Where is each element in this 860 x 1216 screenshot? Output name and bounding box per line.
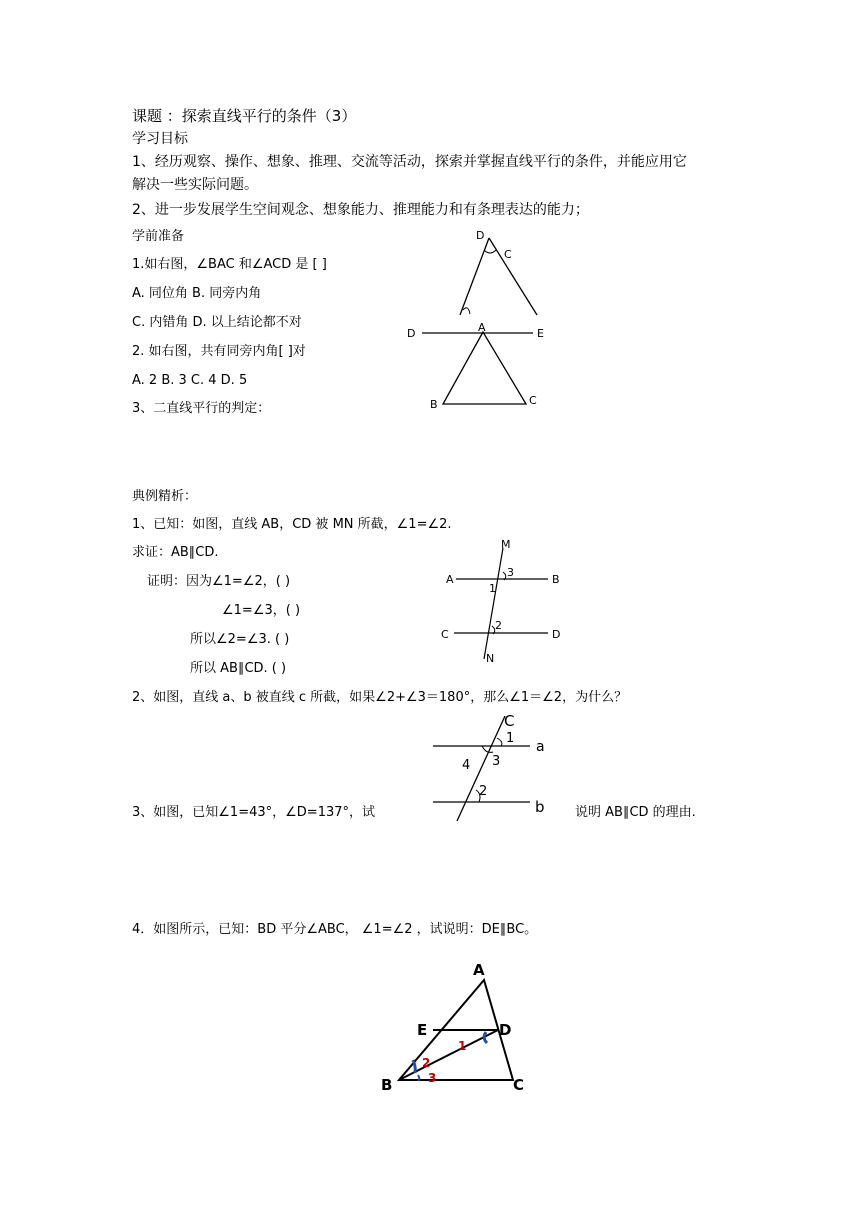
prep-q1: 1.如右图，∠BAC 和∠ACD 是 [ ] bbox=[132, 257, 327, 272]
fig4-label-B: B bbox=[381, 1076, 393, 1094]
goal-1b: 解决一些实际问题。 bbox=[132, 177, 258, 193]
fig4-label-A: A bbox=[473, 961, 485, 979]
example-4: 4．如图所示，已知：BD 平分∠ABC， ∠1=∠2 ，试说明：DE∥BC。 bbox=[132, 922, 538, 937]
examples-heading: 典例精析： bbox=[132, 489, 198, 504]
fig2-label-D: D bbox=[552, 628, 561, 641]
prep-q1-options-ab: A. 同位角 B. 同旁内角 bbox=[132, 286, 262, 301]
example-2: 2、如图，直线 a、b 被直线 c 所截，如果∠2+∠3＝180°，那么∠1＝∠2，为什么？ bbox=[132, 690, 628, 705]
fig1-label-A: A bbox=[478, 321, 486, 334]
fig2-angle-3: 3 bbox=[507, 566, 514, 579]
fig1-label-D: D bbox=[407, 327, 416, 340]
fig3-angle-3: 3 bbox=[492, 754, 501, 769]
figure-3-lines-ab bbox=[430, 708, 560, 828]
example-1-proof-4: 所以 AB∥CD. ( ) bbox=[190, 661, 287, 676]
fig2-label-B: B bbox=[552, 573, 560, 586]
fig3-label-b: b bbox=[535, 798, 545, 816]
fig3-label-C: C bbox=[504, 712, 515, 730]
prep-heading: 学前准备 bbox=[132, 229, 185, 244]
example-1-proof-1: 证明：因为∠1=∠2，( ) bbox=[147, 574, 291, 589]
fig1-label-C: C bbox=[529, 394, 537, 407]
goals-heading: 学习目标 bbox=[132, 131, 188, 147]
fig3-angle-2: 2 bbox=[479, 784, 488, 799]
fig4-angle-2: 2 bbox=[422, 1056, 431, 1070]
fig3-angle-1: 1 bbox=[506, 731, 515, 746]
prep-q2-options: A. 2 B. 3 C. 4 D. 5 bbox=[132, 373, 248, 388]
goal-2: 2、进一步发展学生空间观念、想象能力、推理能力和有条理表达的能力； bbox=[132, 202, 589, 218]
example-3-left: 3、如图，已知∠1=43°，∠D=137°，试 bbox=[132, 805, 376, 820]
fig1-label-C-top: C bbox=[504, 248, 512, 261]
fig1-label-B: B bbox=[430, 398, 438, 411]
fig3-angle-4: 4 bbox=[462, 758, 471, 773]
fig2-label-A: A bbox=[446, 573, 454, 586]
prep-q2: 2. 如右图，共有同旁内角[ ]对 bbox=[132, 344, 306, 359]
figure-4-triangle-bisector bbox=[375, 958, 535, 1098]
fig4-label-D: D bbox=[499, 1021, 512, 1039]
figure-2-transversal bbox=[430, 532, 580, 670]
example-1-proof-2: ∠1=∠3，( ) bbox=[222, 603, 301, 618]
fig2-label-N: N bbox=[486, 652, 495, 665]
fig2-label-M: M bbox=[501, 538, 511, 551]
fig4-angle-1: 1 bbox=[458, 1039, 467, 1053]
prep-q3: 3、二直线平行的判定： bbox=[132, 401, 271, 416]
fig4-angle-3: 3 bbox=[428, 1071, 437, 1085]
page-title: 课题 ：探索直线平行的条件（3） bbox=[132, 107, 357, 125]
fig1-label-E: E bbox=[537, 327, 544, 340]
fig3-label-a: a bbox=[536, 739, 545, 755]
example-1-prove: 求证：AB∥CD. bbox=[132, 545, 219, 560]
goal-1a: 1、经历观察、操作、想象、推理、交流等活动，探索并掌握直线平行的条件，并能应用它 bbox=[132, 154, 687, 170]
fig2-label-C: C bbox=[441, 628, 449, 641]
figure-1-triangle bbox=[400, 220, 570, 420]
fig2-angle-1: 1 bbox=[489, 582, 496, 595]
fig2-angle-2: 2 bbox=[495, 619, 502, 632]
fig4-label-E: E bbox=[417, 1021, 428, 1039]
prep-q1-options-cd: C. 内错角 D. 以上结论都不对 bbox=[132, 315, 302, 330]
fig1-label-D-top: D bbox=[476, 229, 485, 242]
example-3-right: 说明 AB∥CD 的理由. bbox=[575, 805, 696, 820]
example-1-proof-3: 所以∠2=∠3. ( ) bbox=[190, 632, 290, 647]
fig4-label-C: C bbox=[513, 1076, 525, 1094]
example-1: 1、已知：如图，直线 AB，CD 被 MN 所截，∠1=∠2. bbox=[132, 517, 452, 532]
